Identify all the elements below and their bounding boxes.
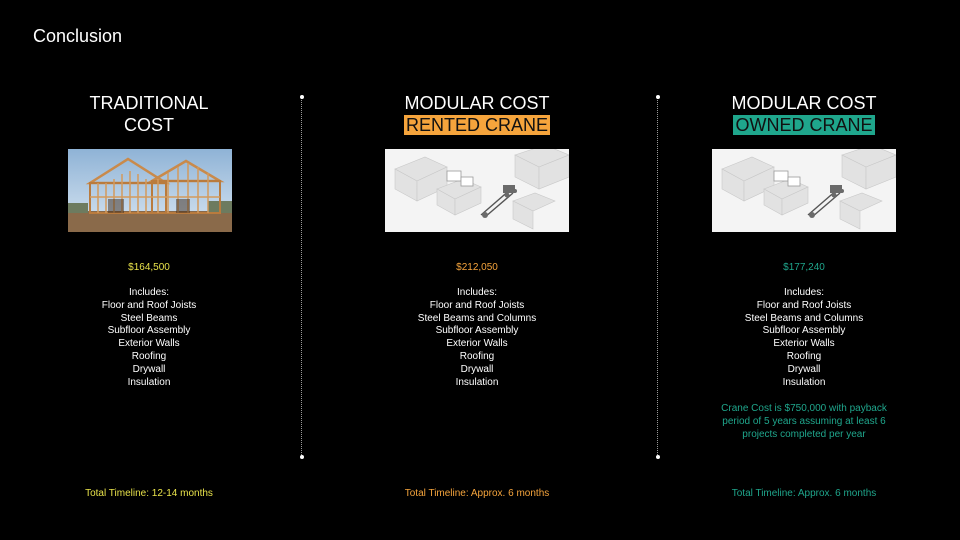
modular-crane-rendering [712,149,896,232]
list-item: Steel Beams and Columns [417,312,537,324]
list-item: Roofing [786,350,822,362]
list-item: Insulation [782,376,826,388]
price: $177,240 [783,262,825,273]
note-line: Crane Cost is $750,000 with payback [721,403,887,414]
column-heading [58,92,240,136]
includes-label: Includes: [456,287,498,298]
includes-list [58,287,240,389]
column-divider [301,97,302,457]
timeline: Total Timeline: Approx. 6 months [404,488,550,499]
wood-frame-house-photo [68,149,232,232]
includes-list [712,287,896,389]
list-item: Exterior Walls [118,338,180,350]
list-item: Subfloor Assembly [107,325,191,337]
list-item: Subfloor Assembly [435,325,519,337]
list-item: Steel Beams and Columns [744,312,864,324]
list-item: Drywall [787,363,821,375]
timeline: Total Timeline: 12-14 months [85,488,213,499]
heading-highlight: RENTED CRANE [405,115,548,135]
crane-cost-note [712,402,896,441]
price: $212,050 [456,262,498,273]
timeline: Total Timeline: Approx. 6 months [731,488,877,499]
column-heading [385,92,569,136]
heading-highlight: OWNED CRANE [735,115,873,135]
note-line: period of 5 years assuming at least 6 [722,416,886,427]
heading-line-1: TRADITIONAL [89,93,209,113]
divider-dot [300,455,304,459]
column-heading [712,92,896,136]
heading-line-1: MODULAR COST [731,93,877,113]
list-item: Drywall [460,363,494,375]
list-item: Roofing [459,350,495,362]
includes-label: Includes: [128,287,170,298]
list-item: Insulation [455,376,499,388]
list-item: Floor and Roof Joists [756,299,852,311]
includes-label: Includes: [783,287,825,298]
heading-line-2: COST [123,115,174,135]
list-item: Floor and Roof Joists [429,299,525,311]
list-item: Drywall [132,363,166,375]
includes-list [385,287,569,389]
list-item: Roofing [131,350,167,362]
column-divider [657,97,658,457]
list-item: Exterior Walls [446,338,508,350]
divider-dot [300,95,304,99]
page-title: Conclusion [33,26,123,46]
divider-dot [656,95,660,99]
divider-dot [656,455,660,459]
note-line: projects completed per year [742,429,866,440]
price: $164,500 [128,262,170,273]
list-item: Exterior Walls [773,338,835,350]
list-item: Steel Beams [120,312,178,324]
list-item: Floor and Roof Joists [101,299,197,311]
list-item: Subfloor Assembly [762,325,846,337]
heading-line-1: MODULAR COST [404,93,550,113]
list-item: Insulation [127,376,171,388]
modular-crane-rendering [385,149,569,232]
